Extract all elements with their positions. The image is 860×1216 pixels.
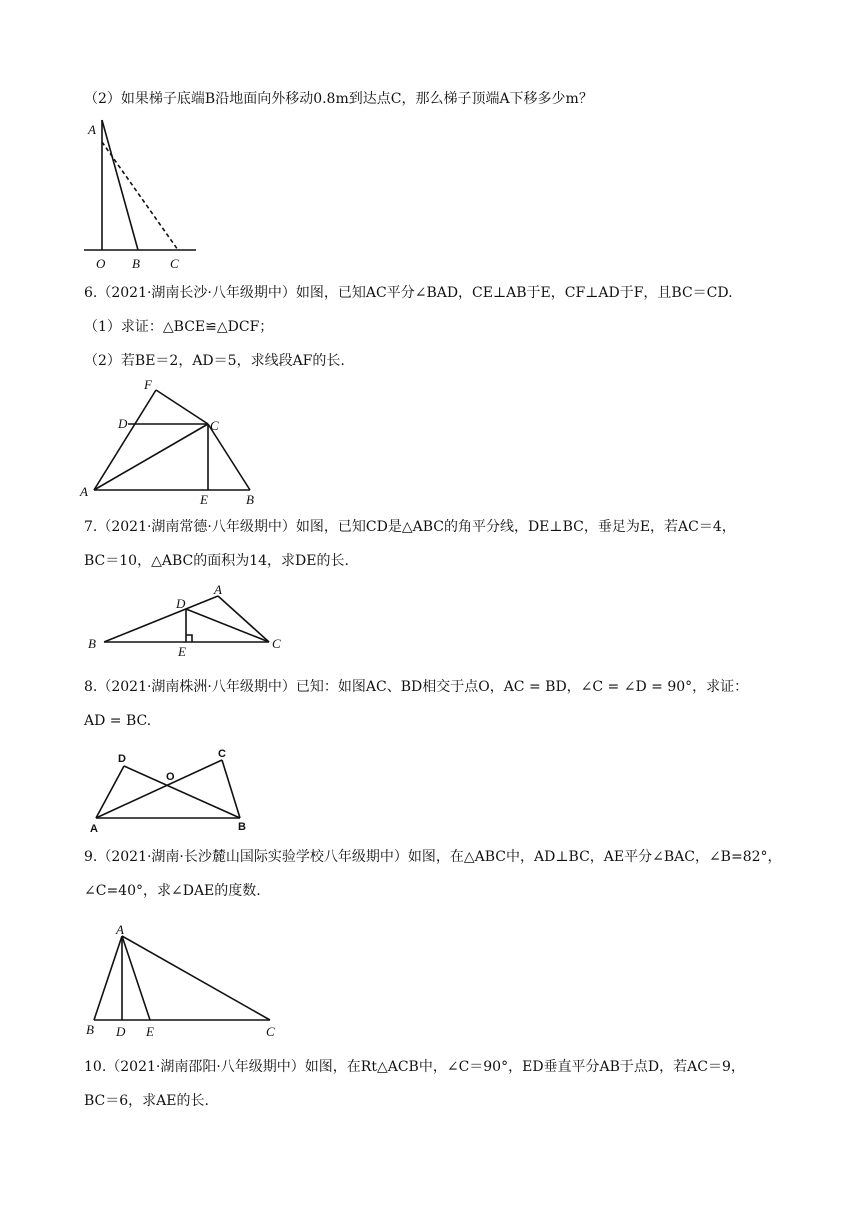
- q7-label-e: E: [178, 644, 186, 659]
- q8-label-d: D: [118, 753, 126, 765]
- q6-label-d: D: [118, 416, 128, 431]
- q6-part2: （2）若BE＝2，AD＝5，求线段AF的长.: [84, 353, 345, 369]
- q7-figure: [84, 582, 294, 662]
- q10-line1: 10.（2021·湖南邵阳·八年级期中）如图，在Rt△ACB中，∠C＝90°，ED垂直平分AB于点D，若AC＝9，: [84, 1059, 745, 1075]
- q9-label-b: B: [86, 1022, 94, 1037]
- q6-label-a: A: [80, 484, 88, 499]
- q9-label-a: A: [116, 922, 124, 937]
- q8-label-b: B: [238, 821, 246, 833]
- q9-line2: ∠C=40°，求∠DAE的度数.: [84, 883, 261, 899]
- q7-label-c: C: [272, 636, 281, 651]
- q6-label-b: B: [246, 492, 254, 506]
- q5-part2: （2）如果梯子底端B沿地面向外移动0.8m到达点C，那么梯子顶端A下移多少m？: [84, 91, 593, 107]
- q6-stem: 6.（2021·湖南长沙·八年级期中）如图，已知AC平分∠BAD，CE⊥AB于E，CF⊥AD于F，且BC＝CD.: [84, 285, 733, 301]
- q7-label-d: D: [176, 596, 186, 611]
- q5-label-c: C: [170, 256, 179, 271]
- q10-line2: BC＝6，求AE的长.: [84, 1093, 209, 1109]
- q5-label-b: B: [132, 256, 140, 271]
- q9-figure: [82, 920, 282, 1042]
- q6-figure: [78, 376, 278, 506]
- q9-label-e: E: [146, 1024, 154, 1039]
- q6-label-f: F: [144, 377, 152, 392]
- q7-line1: 7.（2021·湖南常德·八年级期中）如图，已知CD是△ABC的角平分线，DE⊥BC，垂足为E，若AC＝4，: [84, 519, 736, 535]
- q5-label-o: O: [96, 256, 106, 271]
- q6-label-e: E: [200, 492, 208, 506]
- q5-ladder-figure: [80, 112, 210, 272]
- q7-label-b: B: [88, 636, 96, 651]
- q7-line2: BC＝10，△ABC的面积为14，求DE的长.: [84, 553, 349, 569]
- q5-label-a: A: [88, 122, 96, 137]
- q8-line2: AD = BC.: [84, 713, 152, 729]
- q8-label-o: O: [166, 771, 175, 783]
- q6-part1: （1）求证：△BCE≌△DCF；: [84, 319, 274, 335]
- q8-label-a: A: [90, 823, 98, 835]
- q9-label-d: D: [116, 1024, 126, 1039]
- q8-figure: [86, 744, 256, 836]
- q9-label-c: C: [266, 1024, 275, 1039]
- q9-line1: 9.（2021·湖南·长沙麓山国际实验学校八年级期中）如图，在△ABC中，AD⊥BC，AE平分∠BAC，∠B=82°，: [84, 849, 782, 865]
- q6-label-c: C: [210, 418, 219, 433]
- q8-label-c: C: [218, 748, 226, 760]
- q8-line1: 8.（2021·湖南株洲·八年级期中）已知：如图AC、BD相交于点O，AC = BD，∠C = ∠D = 90°，求证：: [84, 679, 749, 695]
- q7-label-a: A: [214, 582, 222, 597]
